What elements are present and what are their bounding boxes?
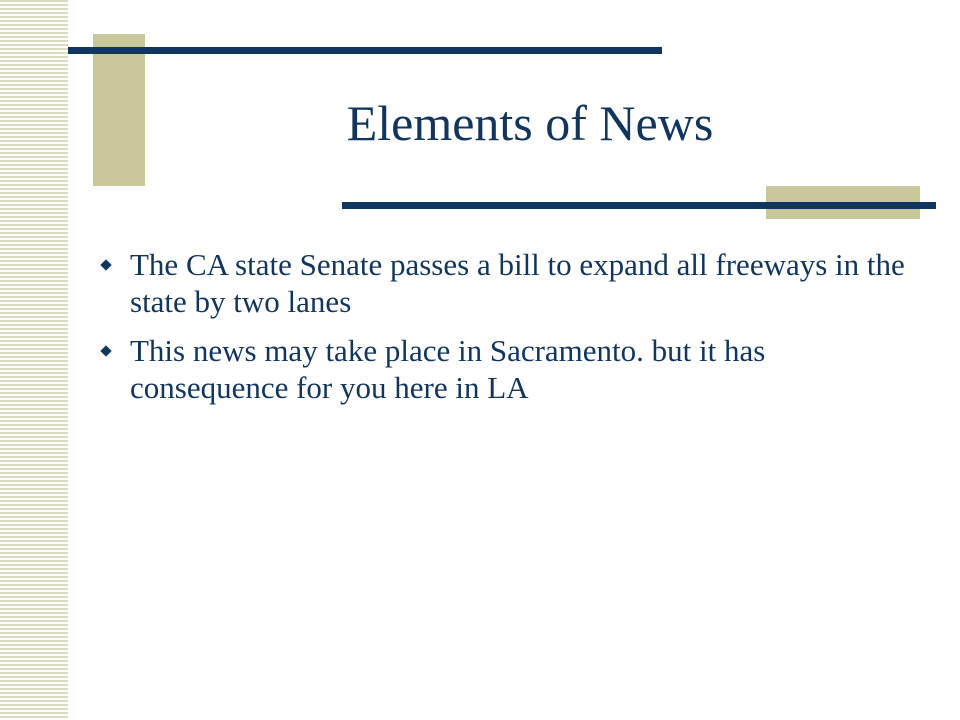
bullet-text: The CA state Senate passes a bill to expand all freeways in the state by two lanes [130,247,905,319]
diamond-bullet-icon [100,259,111,270]
bullet-list [100,246,920,418]
bullet-text: This news may take place in Sacramento. but it has consequence for you here in LA [130,333,766,405]
decorative-bottom-line [342,202,936,209]
bullet-item [100,332,920,406]
decorative-top-block [93,34,145,186]
diamond-bullet-icon [100,345,111,356]
bullet-item [100,246,920,320]
decorative-top-line [68,47,662,54]
slide-title: Elements of News [346,95,714,151]
decorative-left-stripe [0,0,68,720]
